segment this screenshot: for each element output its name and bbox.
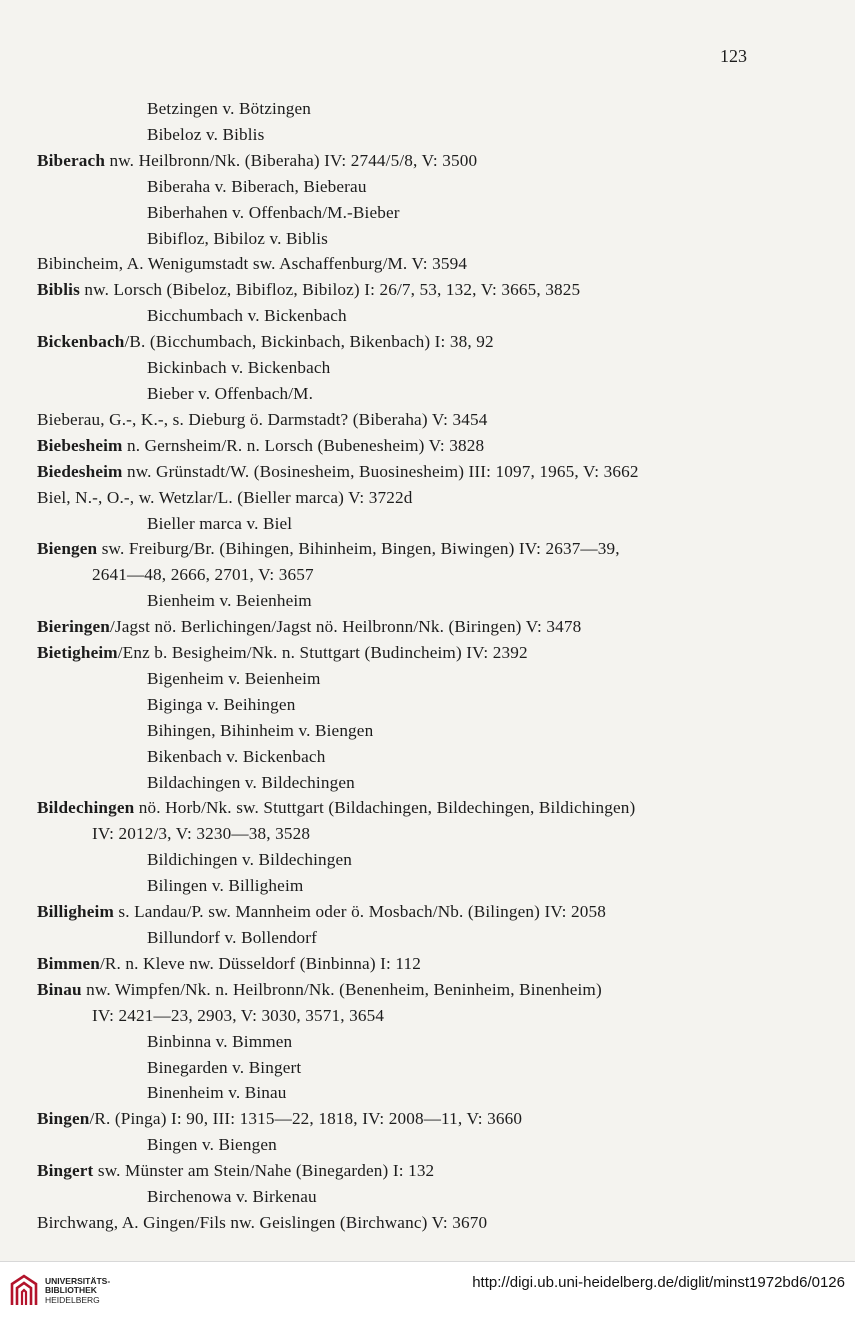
cross-reference-entry: Binegarden v. Bingert [147, 1057, 302, 1077]
cross-reference-entry: Bieller marca v. Biel [147, 513, 293, 533]
logo-line-1: UNIVERSITÄTS- [45, 1275, 111, 1286]
cross-reference-entry: Bibeloz v. Biblis [147, 124, 265, 144]
cross-reference-entry: Bingen v. Biengen [147, 1135, 277, 1155]
entry-text: nw. Wimpfen/Nk. n. Heilbronn/Nk. (Benenheim, Beninheim, Binenheim) [81, 979, 602, 999]
cross-reference-entry: Biberhahen v. Offenbach/M.-Bieber [147, 202, 400, 222]
register-entries [37, 96, 737, 1236]
cross-reference-entry: Biberaha v. Biberach, Bieberau [147, 176, 367, 196]
entry-text: /Enz b. Besigheim/Nk. n. Stuttgart (Budincheim) IV: 2392 [117, 643, 528, 663]
entry-text: n. Gernsheim/R. n. Lorsch (Bubenesheim) V: 3828 [122, 435, 485, 455]
register-entry [37, 1158, 737, 1184]
footer-bar [0, 1261, 855, 1324]
entry-headword: Biengen [37, 539, 98, 559]
entry-text: /R. (Pinga) I: 90, III: 1315—22, 1818, IV: 2008—11, V: 3660 [89, 1109, 523, 1129]
entry-headword: Biedesheim [37, 461, 123, 481]
register-entry [37, 329, 737, 355]
entry-headword: Biblis [37, 280, 80, 300]
register-entry [37, 899, 737, 925]
register-entry [37, 251, 737, 277]
entry-headword: Bimmen [37, 953, 100, 973]
entry-text: nw. Lorsch (Bibeloz, Bibifloz, Bibiloz) I: 26/7, 53, 132, V: 3665, 3825 [79, 280, 581, 300]
entry-headword: Biebesheim [37, 435, 123, 455]
cross-reference-entry: Bieber v. Offenbach/M. [147, 383, 314, 403]
entry-text: s. Landau/P. sw. Mannheim oder ö. Mosbach/Nb. (Bilingen) IV: 2058 [113, 902, 606, 922]
cross-reference-entry: Bigenheim v. Beienheim [147, 668, 321, 688]
entry-text: sw. Münster am Stein/Nahe (Binegarden) I: 132 [93, 1161, 435, 1181]
cross-reference-entry: Bilingen v. Billigheim [147, 876, 304, 896]
cross-reference-entry: Binenheim v. Binau [147, 1083, 287, 1103]
entry-headword: Binau [37, 979, 82, 999]
cross-reference-entry: Bienheim v. Beienheim [147, 591, 312, 611]
cross-reference-entry: Bicchumbach v. Bickenbach [147, 306, 347, 326]
entry-continuation: 2641—48, 2666, 2701, V: 3657 [92, 565, 314, 585]
register-entry [37, 536, 737, 562]
entry-headword: Biberach [37, 150, 106, 170]
entry-headword: Bingert [37, 1161, 94, 1181]
entry-text: nw. Heilbronn/Nk. (Biberaha) IV: 2744/5/8, V: 3500 [105, 150, 478, 170]
entry-text: /R. n. Kleve nw. Düsseldorf (Binbinna) I: 112 [99, 953, 421, 973]
source-url[interactable]: http://digi.ub.uni-heidelberg.de/diglit/minst1972bd6/0126 [472, 1274, 845, 1291]
entry-text: /Jagst nö. Berlichingen/Jagst nö. Heilbronn/Nk. (Biringen) V: 3478 [109, 617, 582, 637]
cross-reference-entry: Bildachingen v. Bildechingen [147, 772, 355, 792]
register-entry [37, 1210, 737, 1236]
cross-reference-entry: Betzingen v. Bötzingen [147, 99, 311, 118]
register-entry [37, 485, 737, 511]
register-entry [37, 277, 737, 303]
register-entry [37, 640, 737, 666]
register-entry [37, 795, 737, 821]
library-logo-text [45, 1277, 110, 1306]
entry-headword: Bickenbach [37, 332, 125, 352]
entry-text: /B. (Bicchumbach, Bickinbach, Bikenbach) I: 38, 92 [124, 332, 494, 352]
entry-headword: Bildechingen [37, 798, 135, 818]
cross-reference-entry: Binbinna v. Bimmen [147, 1031, 293, 1051]
register-entry [37, 459, 737, 485]
entry-headword: Bietigheim [37, 643, 118, 663]
entry-text: sw. Freiburg/Br. (Bihingen, Bihinheim, Bingen, Biwingen) IV: 2637—39, [97, 539, 620, 559]
entry-text: Biel, N.-, O.-, w. Wetzlar/L. (Bieller marca) V: 3722d [37, 487, 413, 507]
library-logo-icon [9, 1274, 39, 1308]
library-logo[interactable] [9, 1274, 110, 1308]
entry-headword: Billigheim [37, 902, 114, 922]
cross-reference-entry: Bildichingen v. Bildechingen [147, 850, 353, 870]
logo-line-3: HEIDELBERG [45, 1294, 100, 1305]
register-entry [37, 977, 737, 1003]
cross-reference-entry: Birchenowa v. Birkenau [147, 1187, 317, 1207]
register-entry [37, 407, 737, 433]
cross-reference-entry: Bibifloz, Bibiloz v. Biblis [147, 228, 329, 248]
register-entry [37, 951, 737, 977]
entry-headword: Bingen [37, 1109, 90, 1129]
entry-text: Birchwang, A. Gingen/Fils nw. Geislingen (Birchwanc) V: 3670 [37, 1212, 488, 1232]
entry-continuation: IV: 2421—23, 2903, V: 3030, 3571, 3654 [92, 1005, 385, 1025]
cross-reference-entry: Bikenbach v. Bickenbach [147, 746, 326, 766]
cross-reference-entry: Bickinbach v. Bickenbach [147, 358, 331, 378]
entry-text: Bibincheim, A. Wenigumstadt sw. Aschaffenburg/M. V: 3594 [37, 254, 468, 274]
logo-line-2: BIBLIOTHEK [45, 1285, 97, 1296]
entry-text: Bieberau, G.-, K.-, s. Dieburg ö. Darmstadt? (Biberaha) V: 3454 [37, 409, 488, 429]
cross-reference-entry: Bihingen, Bihinheim v. Biengen [147, 720, 374, 740]
entry-text: nö. Horb/Nk. sw. Stuttgart (Bildachingen, Bildechingen, Bildichingen) [134, 798, 636, 818]
entry-text: nw. Grünstadt/W. (Bosinesheim, Buosinesheim) III: 1097, 1965, V: 3662 [122, 461, 639, 481]
register-entry [37, 148, 737, 174]
cross-reference-entry: Billundorf v. Bollendorf [147, 928, 318, 947]
entry-continuation: IV: 2012/3, V: 3230—38, 3528 [92, 824, 311, 844]
register-entry [37, 433, 737, 459]
register-entry [37, 614, 737, 640]
register-entry [37, 1106, 737, 1132]
cross-reference-entry: Biginga v. Beihingen [147, 694, 296, 714]
page-number: 123 [720, 46, 747, 66]
entry-headword: Bieringen [37, 617, 110, 637]
